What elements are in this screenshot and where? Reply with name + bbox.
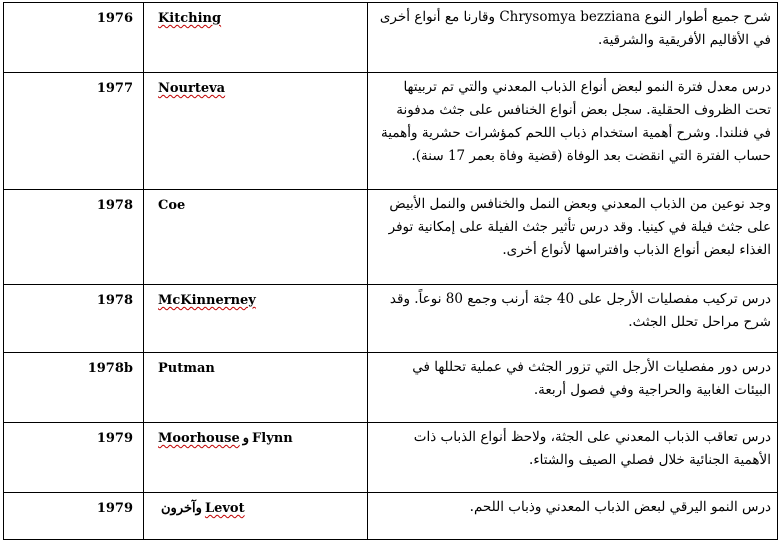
table-row — [4, 3, 778, 73]
author-connector: وآخرون — [161, 501, 202, 516]
table-row — [4, 73, 778, 190]
year-cell: 1978 — [4, 190, 144, 285]
author-cell — [144, 493, 368, 540]
year-cell: 1978 — [4, 285, 144, 353]
description-cell: درس النمو اليرقي لبعض الذباب المعدني وذباب اللحم. — [368, 493, 778, 540]
description-cell: درس معدل فترة النمو لبعض أنواع الذباب المعدني والتي تم تربيتها تحت الظروف الحقلية. سجل بعض أنواع الخنافس على جثث مدفونة في فنلندا. وشرح أهمية استخدام ذباب اللحم كمؤشرات حشرية وأهمية حساب الفترة التي انقضت بعد الوفاة (قضية وفاة بعمر 17 سنة). — [368, 73, 778, 190]
author-name: Nourteva — [158, 81, 226, 96]
author-name: Kitching — [158, 11, 222, 26]
author-name: Putman — [158, 361, 215, 376]
author-cell — [144, 353, 368, 423]
description-cell: درس تعاقب الذباب المعدني على الجثة، ولاحظ أنواع الذباب ذات الأهمية الجنائية خلال فصلي الصيف والشتاء. — [368, 423, 778, 493]
author-cell — [144, 423, 368, 493]
description-cell: وجد نوعين من الذباب المعدني وبعض النمل والخنافس والنمل الأبيض على جثث فيلة في كينيا. وقد درس تأثير جثث الفيلة على إمكانية توفر الغذاء لبعض أنواع الذباب وافتراسها لأنواع أخرى. — [368, 190, 778, 285]
table-row — [4, 493, 778, 540]
year-cell: 1978b — [4, 353, 144, 423]
table-row — [4, 423, 778, 493]
author-cell — [144, 190, 368, 285]
table-row — [4, 285, 778, 353]
literature-review-table — [3, 2, 778, 540]
description-cell: درس تركيب مفصليات الأرجل على 40 جثة أرنب وجمع 80 نوعاً. وقد شرح مراحل تحلل الجثث. — [368, 285, 778, 353]
description-cell: شرح جميع أطوار النوع Chrysomya bezziana وقارنا مع أنواع أخرى في الأقاليم الأفريقية والشرقية. — [368, 3, 778, 73]
author-name-secondary: Moorhouse — [158, 431, 240, 446]
author-cell — [144, 285, 368, 353]
author-connector: و — [242, 431, 250, 446]
year-cell: 1976 — [4, 3, 144, 73]
year-cell: 1977 — [4, 73, 144, 190]
author-cell — [144, 73, 368, 190]
description-cell: درس دور مفصليات الأرجل التي تزور الجثث في عملية تحللها في البيئات الغابية والحراجية وفي فصول أربعة. — [368, 353, 778, 423]
table-row — [4, 190, 778, 285]
author-name: Flynn — [252, 431, 293, 446]
author-cell — [144, 3, 368, 73]
author-name: Coe — [158, 198, 186, 213]
author-name: McKinnerney — [158, 293, 256, 308]
year-cell: 1979 — [4, 493, 144, 540]
table-row — [4, 353, 778, 423]
year-cell: 1979 — [4, 423, 144, 493]
author-name: Levot — [204, 501, 245, 516]
